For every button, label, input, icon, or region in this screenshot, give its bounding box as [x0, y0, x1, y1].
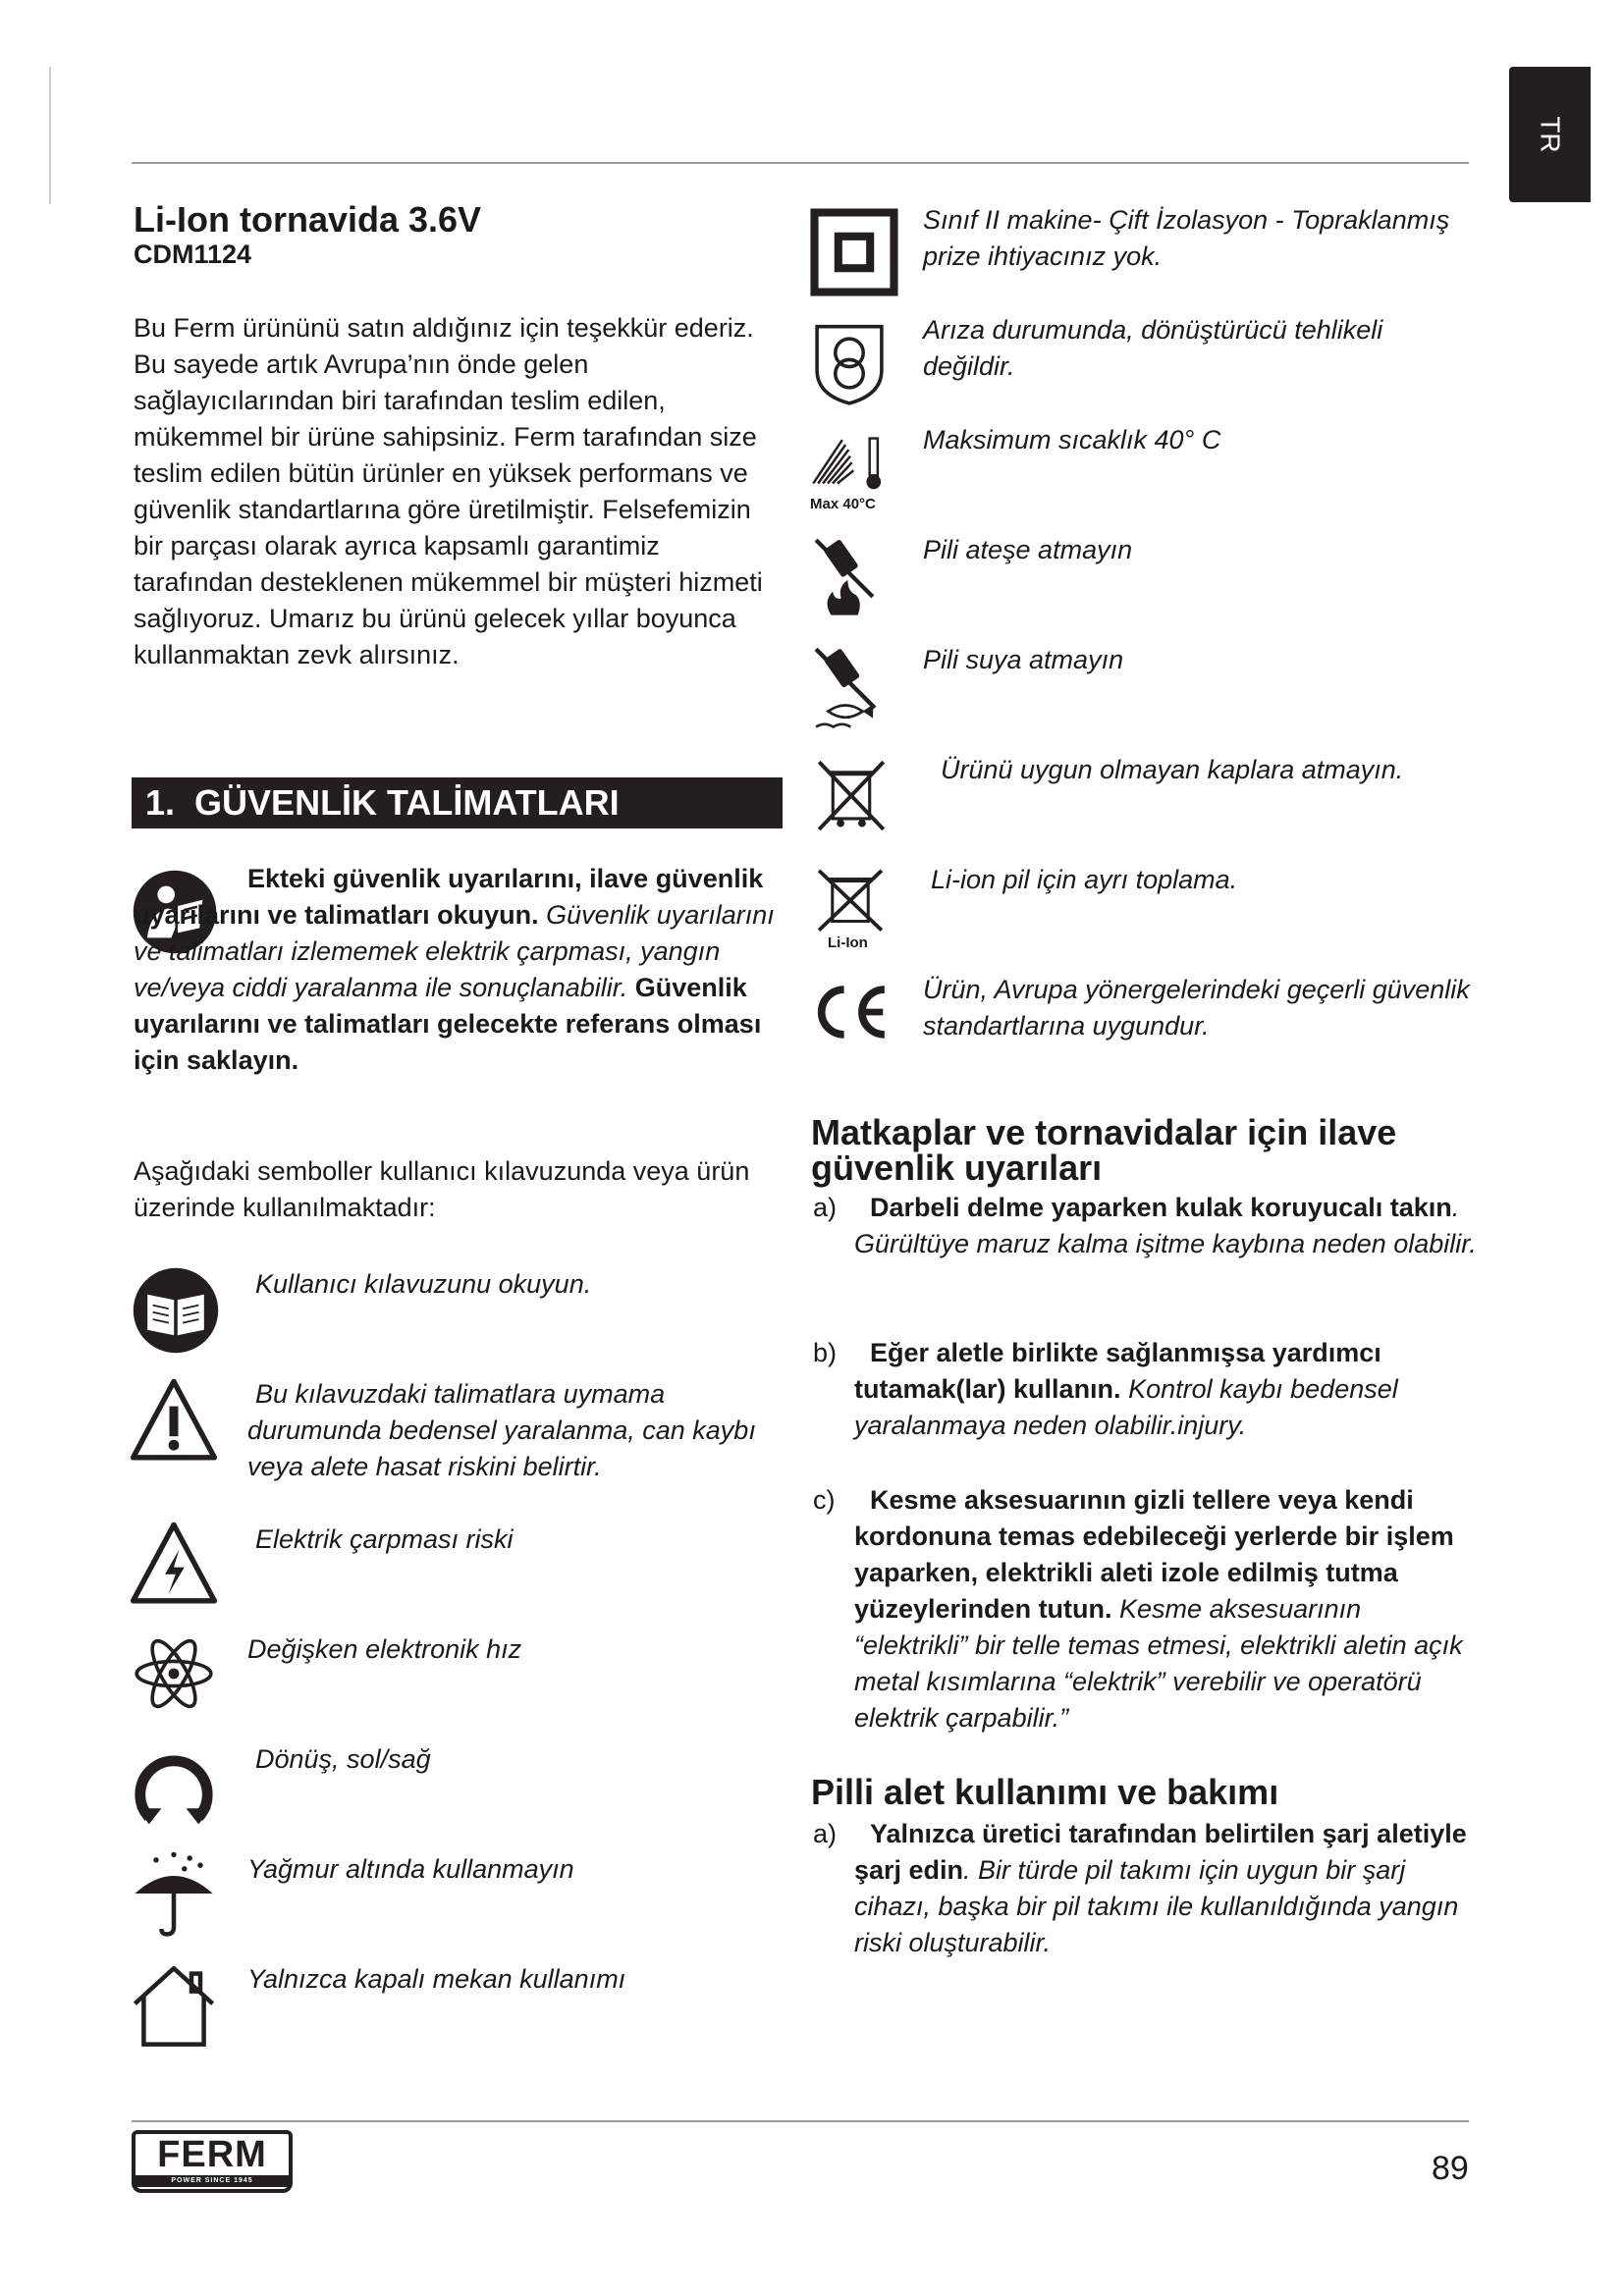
- no-water-battery-icon: [810, 644, 881, 730]
- symbol-text-rotation: Dönüş, sol/sağ: [255, 1744, 431, 1774]
- logo-tagline: POWER SINCE 1945: [135, 2175, 289, 2187]
- symbol-text-rain: Yağmur altında kullanmayın: [247, 1854, 574, 1884]
- section-heading-safety: [132, 777, 783, 828]
- symbol-text-ce: Ürün, Avrupa yönergelerindeki geçerli güvenlik standartlarına uygundur.: [923, 975, 1470, 1041]
- battery-item-a-bold: Yalnızca üretici tarafından belirtilen şarj aletiyle şarj edin: [854, 1819, 1467, 1885]
- drill-item-a: [854, 1190, 1479, 1262]
- drill-item-a-rest: . Gürültüye maruz kalma işitme kaybına neden olabilir.: [854, 1193, 1477, 1258]
- header-rule: [132, 162, 1469, 164]
- logo-word: FERM: [157, 2134, 267, 2175]
- no-fire-battery-icon: [810, 535, 879, 618]
- warning-triangle-icon: [130, 1376, 218, 1465]
- drill-item-b-letter: b): [813, 1338, 838, 1367]
- safety-transformer-icon: [810, 319, 889, 407]
- atom-icon: [130, 1629, 218, 1718]
- battery-section-title: Pilli alet kullanımı ve bakımı: [811, 1772, 1279, 1812]
- symbol-text-class2: Sınıf II makine- Çift İzolasyon - Topraklanmış prize ihtiyacınız yok.: [923, 205, 1450, 271]
- model-number: CDM1124: [134, 240, 252, 269]
- drill-item-c-rest: Kesme aksesuarının “elektrikli” bir telle temas etmesi, elektrikli aletin açık metal kısımlarına “elektrik” verebilir ve operatörü elektrik çarpabilir.”: [854, 1594, 1463, 1733]
- battery-item-a-rest: . Bir türde pil takımı için uygun bir şarj cihazı, başka bir pil takımı ile kullanıldığında yangın riski oluşturabilir.: [854, 1855, 1459, 1957]
- symbol-text-indoor: Yalnızca kapalı mekan kullanımı: [247, 1964, 626, 1994]
- warning-bold-2: Güvenlik uyarılarını ve talimatları gelecekte referans olması için saklayın.: [134, 973, 762, 1075]
- margin-line: [49, 67, 51, 204]
- language-tab-label: TR: [1535, 116, 1566, 153]
- drill-item-c: [854, 1482, 1479, 1736]
- intro-paragraph: Bu Ferm ürününü satın aldığınız için teşekkür ederiz. Bu sayede artık Avrupa’nın önde gelen sağlayıcılarından biri tarafından teslim edilen, mükemmel bir ürüne sahipsiniz. Ferm tarafından size teslim edilen bütün ürünler en yüksek performans ve güvenlik standartlarına göre üretilmiştir. Felsefemizin bir parçası olarak ayrıca kapsamlı garantimiz tarafından desteklenen mükemmel bir müşteri hizmeti sağlıyoruz. Umarız bu ürünü gelecek yıllar boyunca kullanmaktan zevk alırsınız.: [134, 313, 763, 669]
- warning-paragraph: [134, 861, 782, 1079]
- symbol-text-manual: Kullanıcı kılavuzunu okuyun.: [255, 1269, 592, 1299]
- drill-item-c-letter: c): [813, 1485, 836, 1515]
- drill-item-c-bold: Kesme aksesuarının gizli tellere veya kendi kordonuna temas edebileceği yerlerde bir işlem yaparken, elektrikli aleti izole edilmiş tutma yüzeylerinden tutun.: [854, 1485, 1454, 1624]
- symbol-text-no-water: Pili suya atmayın: [923, 645, 1124, 674]
- page-number: 89: [1432, 2150, 1469, 2187]
- symbol-text-li-ion: Li-ion pil için ayrı toplama.: [931, 865, 1238, 894]
- manual-book-icon: [132, 1266, 220, 1355]
- drill-item-a-letter: a): [813, 1193, 838, 1222]
- symbol-text-electric: Elektrik çarpması riski: [255, 1524, 514, 1554]
- symbol-text-no-fire: Pili ateşe atmayın: [923, 535, 1133, 564]
- double-insulation-icon: [810, 208, 898, 296]
- language-tab: [1509, 67, 1591, 202]
- li-ion-bin-icon: [813, 866, 888, 936]
- symbol-text-bin: Ürünü uygun olmayan kaplara atmayın.: [941, 755, 1404, 784]
- max-temperature-icon-label: Max 40°C: [810, 496, 876, 512]
- battery-item-a-letter: a): [813, 1819, 838, 1848]
- symbol-text-transformer: Arıza durumunda, dönüştürücü tehlikeli değildir.: [923, 315, 1383, 381]
- symbol-text-speed: Değişken elektronik hız: [247, 1634, 522, 1664]
- section-title: GÜVENLİK TALİMATLARI: [194, 782, 620, 823]
- drill-item-a-bold: Darbeli delme yaparken kulak koruyucalı takın: [870, 1193, 1452, 1222]
- drill-section-title: Matkaplar ve tornavidalar için ilave güvenlik uyarıları: [811, 1112, 1397, 1188]
- electric-shock-icon: [130, 1520, 218, 1608]
- li-ion-bin-icon-label: Li-Ion: [828, 934, 868, 951]
- symbol-text-warning: Bu kılavuzdaki talimatlara uymama durumunda bedensel yaralanma, can kaybı veya alete hasat riskini belirtir.: [247, 1379, 756, 1481]
- drill-item-b: [854, 1335, 1479, 1444]
- umbrella-rain-icon: [130, 1849, 218, 1938]
- ce-mark-icon: [811, 980, 893, 1044]
- warning-bold-1: Ekteki güvenlik uyarılarını, ilave güvenlik uyarılarını ve talimatları okuyun.: [134, 864, 764, 930]
- page-title: Li-Ion tornavida 3.6V: [134, 199, 482, 240]
- warning-italic: Güvenlik uyarılarını ve talimatları izlememek elektrik çarpması, yangın ve/veya ciddi yaralanma ile sonuçlanabilir.: [134, 900, 775, 1002]
- house-icon: [130, 1959, 218, 2052]
- max-temperature-icon: [810, 427, 891, 500]
- drill-item-b-bold: Eğer aletle birlikte sağlanmışsa yardımcı tutamak(lar) kullanın.: [854, 1338, 1381, 1404]
- ferm-logo: [132, 2130, 293, 2193]
- crossed-bin-icon: [813, 756, 890, 832]
- drill-item-b-rest: Kontrol kaybı bedensel yaralanmaya neden olabilir.injury.: [854, 1374, 1398, 1440]
- symbol-text-temperature: Maksimum sıcaklık 40° C: [923, 425, 1221, 454]
- footer-rule: [132, 2120, 1469, 2122]
- symbols-intro: Aşağıdaki semboller kullanıcı kılavuzunda veya ürün üzerinde kullanılmaktadır:: [134, 1156, 750, 1222]
- battery-item-a: [854, 1816, 1479, 1961]
- section-number: 1.: [145, 782, 176, 823]
- rotation-icon: [130, 1739, 218, 1828]
